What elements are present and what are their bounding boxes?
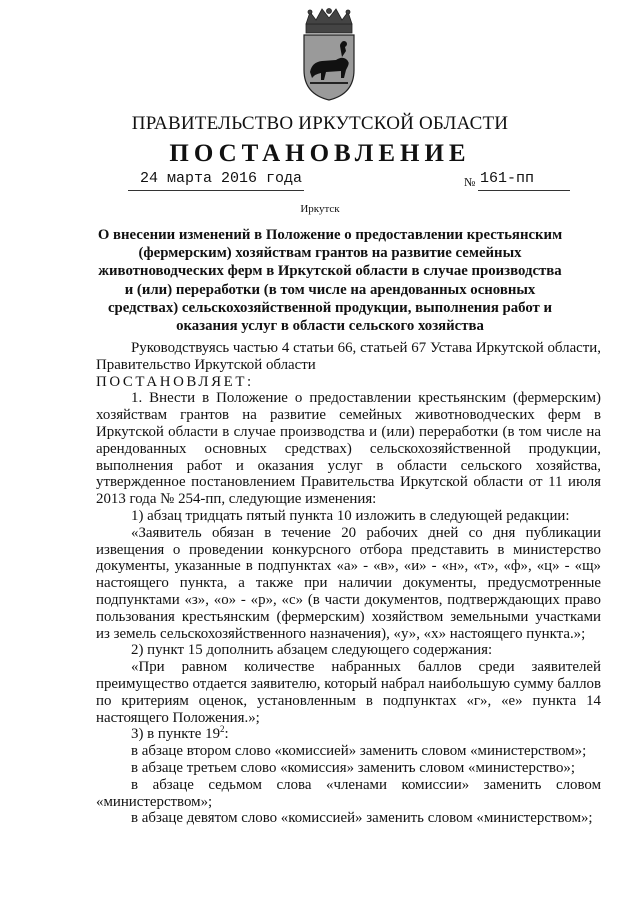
document-body	[96, 340, 601, 827]
date-underline	[128, 190, 304, 191]
city-label: Иркутск	[300, 203, 340, 215]
paragraph-5: «При равном количестве набранных баллов среди заявителей преимущество отдается заявителю, который набрал наибольшую сумму баллов по критериям оценок, установленным в подпунктах «г», «е» пункта 14 настоящего Положения.»;	[96, 659, 602, 726]
paragraph-6-tail: :	[224, 726, 229, 743]
paragraph-9: в абзаце седьмом слова «членами комиссии» заменить словом «министерством»;	[96, 776, 601, 810]
document-type-title: ПОСТАНОВЛЕНИЕ	[169, 140, 471, 167]
paragraph-10: в абзаце девятом слово «комиссией» заменить словом «министерством»;	[131, 810, 593, 827]
paragraph-7: в абзаце втором слово «комиссией» заменить словом «министерством»;	[131, 743, 587, 760]
government-name: ПРАВИТЕЛЬСТВО ИРКУТСКОЙ ОБЛАСТИ	[131, 113, 509, 134]
document-number: 161-пп	[480, 170, 535, 187]
decree-word: ПОСТАНОВЛЯЕТ:	[96, 373, 254, 390]
document-date: 24 марта 2016 года	[140, 170, 303, 187]
paragraph-2: 1) абзац тридцать пятый пункта 10 изложить в следующей редакции:	[131, 507, 570, 524]
coat-of-arms-icon	[296, 6, 362, 102]
paragraph-1: 1. Внести в Положение о предоставлении крестьянским (фермерским) хозяйствам грантов на развитие семейных животноводческих ферм в Иркутской области в случае производства и (или) переработки (в том числе на арендованных основных средствах) сельскохозяйственной продукции, выполнения работ и оказания услуг в области сельского хозяйства, утвержденное постановлением Правительства Иркутской области от 11 июля 2013 года № 254-пп, следующие изменения:	[96, 390, 601, 508]
preamble-paragraph: Руководствуясь частью 4 статьи 66, статьей 67 Устава Иркутской области, Правительство Иркутской области	[96, 340, 601, 373]
paragraph-6-superscript: 2	[220, 724, 225, 735]
paragraph-3: «Заявитель обязан в течение 20 рабочих дней со дня публикации извещения о проведении конкурсного отбора представить в министерство документы, указанные в подпунктах «а» - «в», «и» - «н», «т», «ф», «ц» - «щ» настоящего пункта, а также при наличии документы, предусмотренные подпунктами «з», «о» - «р», «с» (в части документов, подтверждающих право пользования крестьянским (фермерским) хозяйством земельными участками из земель сельскохозяйственного назначения), «у», «х» настоящего пункта.»;	[96, 524, 601, 642]
paragraph-6-text: 3) в пункте 19	[131, 726, 221, 743]
paragraph-8: в абзаце третьем слово «комиссия» заменить словом «министерство»;	[131, 759, 576, 776]
number-underline	[478, 190, 570, 191]
paragraph-6	[96, 726, 601, 743]
number-sign: №	[464, 175, 476, 189]
document-heading: О внесении изменений в Положение о предоставлении крестьянским (фермерским) хозяйствам грантов на развитие семейных животноводческих ферм в Иркутской области в случае производства и (или) переработки (в том числе на арендованных основных средствах) сельскохозяйственной продукции, выполнения работ и оказания услуг в области сельского хозяйства	[97, 227, 563, 335]
paragraph-4: 2) пункт 15 дополнить абзацем следующего содержания:	[131, 642, 493, 659]
